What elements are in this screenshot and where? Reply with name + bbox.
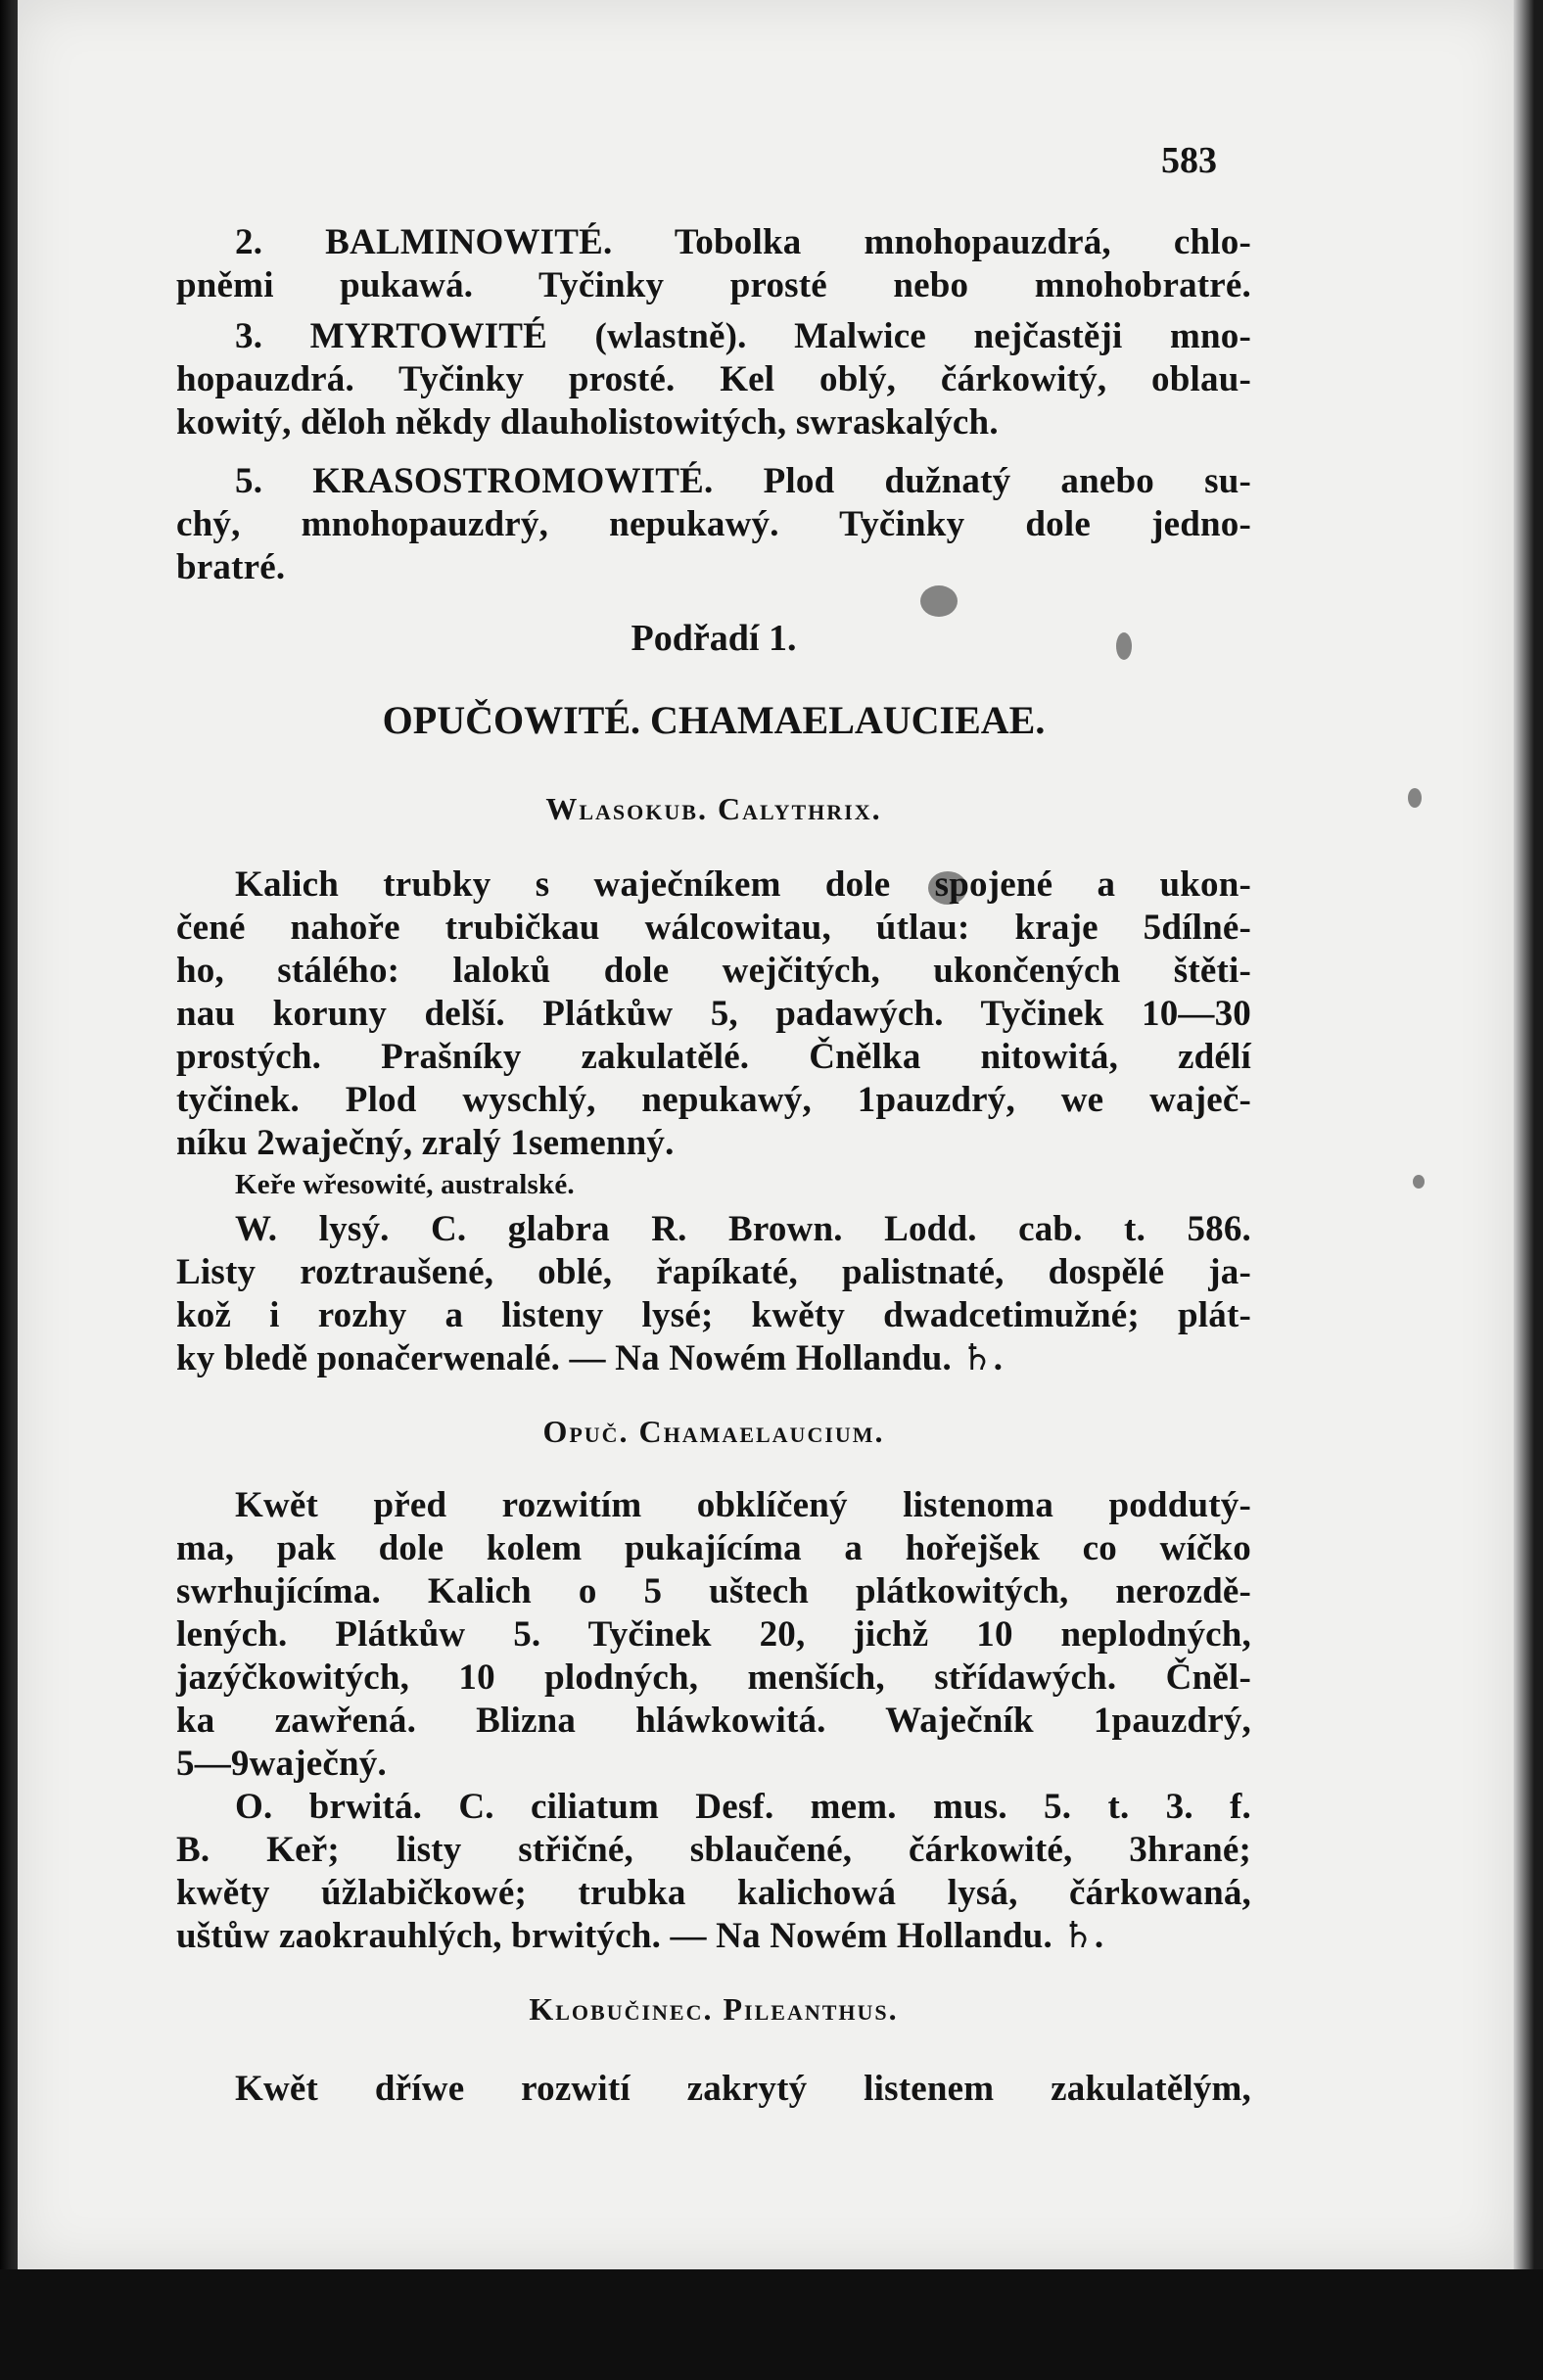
text-line: prostých. Prašníky zakulatělé. Čnělka nitowitá, zdélí	[176, 1037, 1251, 1077]
species-line: Listy roztraušené, oblé, řapíkaté, palistnaté, dospělé ja-	[176, 1252, 1251, 1292]
genus-heading: Klobučinec. Pileanthus.	[529, 1991, 899, 2027]
text-line: ho, stálého: laloků dole wejčitých, ukončených štěti-	[176, 951, 1251, 991]
family-heading: OPUČOWITÉ. CHAMAELAUCIEAE.	[382, 698, 1046, 742]
text-line: swrhujícíma. Kalich o 5 uštech plátkowitých, nerozdě-	[176, 1571, 1251, 1611]
text-line: Kwět dříwe rozwití zakrytý listenem zakulatělým,	[235, 2069, 1251, 2109]
genus-heading: Wlasokub. Calythrix.	[545, 791, 882, 826]
text-line: nau koruny delší. Plátkůw 5, padawých. Tyčinek 10—30	[176, 994, 1251, 1034]
scan-left-edge	[0, 0, 18, 2380]
page-number: 583	[1161, 140, 1217, 181]
text-line: ma, pak dole kolem pukajícíma a hořejšek co wíčko	[176, 1528, 1251, 1568]
scan-bottom-edge	[0, 2269, 1543, 2380]
text-line: tyčinek. Plod wyschlý, nepukawý, 1pauzdrý, we waječ-	[176, 1080, 1251, 1120]
text-line: jazýčkowitých, 10 plodných, menších, střídawých. Čněl-	[176, 1657, 1251, 1698]
species-line: kwěty úžlabičkowé; trubka kalichowá lysá, čárkowaná,	[176, 1873, 1251, 1913]
ink-blot	[920, 585, 958, 617]
text-line: kowitý, děloh někdy dlauholistowitých, swraskalých.	[176, 402, 999, 443]
genus-heading: Opuč. Chamaelaucium.	[542, 1414, 885, 1449]
text-line: 5. KRASOSTROMOWITÉ. Plod dužnatý anebo su-	[235, 461, 1251, 501]
text-line: chý, mnohopauzdrý, nepukawý. Tyčinky dole jedno-	[176, 504, 1251, 544]
text-line: níku 2waječný, zralý 1semenný.	[176, 1123, 675, 1163]
species-line: uštůw zaokrauhlých, brwitých. — Na Nowém Hollandu. ♄.	[176, 1916, 1104, 1956]
text-line: čené nahoře trubičkau wálcowitau, útlau: kraje 5dílné-	[176, 908, 1251, 948]
species-line: kož i rozhy a listeny lysé; kwěty dwadcetimužné; plát-	[176, 1295, 1251, 1335]
text-line: 2. BALMINOWITÉ. Tobolka mnohopauzdrá, chlo-	[235, 222, 1251, 262]
text-line: ka zawřená. Blizna hláwkowitá. Waječník 1pauzdrý,	[176, 1701, 1251, 1741]
subsection-heading: Podřadí 1.	[631, 618, 797, 659]
species-line: B. Keř; listy střičné, sblaučené, čárkowité, 3hrané;	[176, 1830, 1251, 1870]
text-line: Kalich trubky s waječníkem dole spojené a ukon-	[235, 864, 1251, 905]
book-page	[18, 0, 1514, 2269]
ink-speck	[1413, 1175, 1425, 1189]
text-line: lených. Plátkůw 5. Tyčinek 20, jichž 10 neplodných,	[176, 1614, 1251, 1655]
species-line: W. lysý. C. glabra R. Brown. Lodd. cab. t. 586.	[235, 1209, 1251, 1249]
text-line: pněmi pukawá. Tyčinky prosté nebo mnohobratré.	[176, 265, 1251, 305]
scan-right-edge	[1514, 0, 1543, 2269]
text-line: bratré.	[176, 547, 286, 587]
note-line: Keře wřesowité, australské.	[235, 1169, 575, 1200]
species-line: ky bledě ponačerwenalé. — Na Nowém Hollandu. ♄.	[176, 1338, 1004, 1378]
text-line: 5—9waječný.	[176, 1744, 387, 1784]
text-line: hopauzdrá. Tyčinky prosté. Kel oblý, čárkowitý, oblau-	[176, 359, 1251, 399]
text-line: Kwět před rozwitím obklíčený listenoma poddutý-	[235, 1485, 1251, 1525]
text-line: 3. MYRTOWITÉ (wlastně). Malwice nejčastěji mno-	[235, 316, 1251, 356]
species-line: O. brwitá. C. ciliatum Desf. mem. mus. 5. t. 3. f.	[235, 1787, 1251, 1827]
ink-speck	[1408, 788, 1422, 808]
